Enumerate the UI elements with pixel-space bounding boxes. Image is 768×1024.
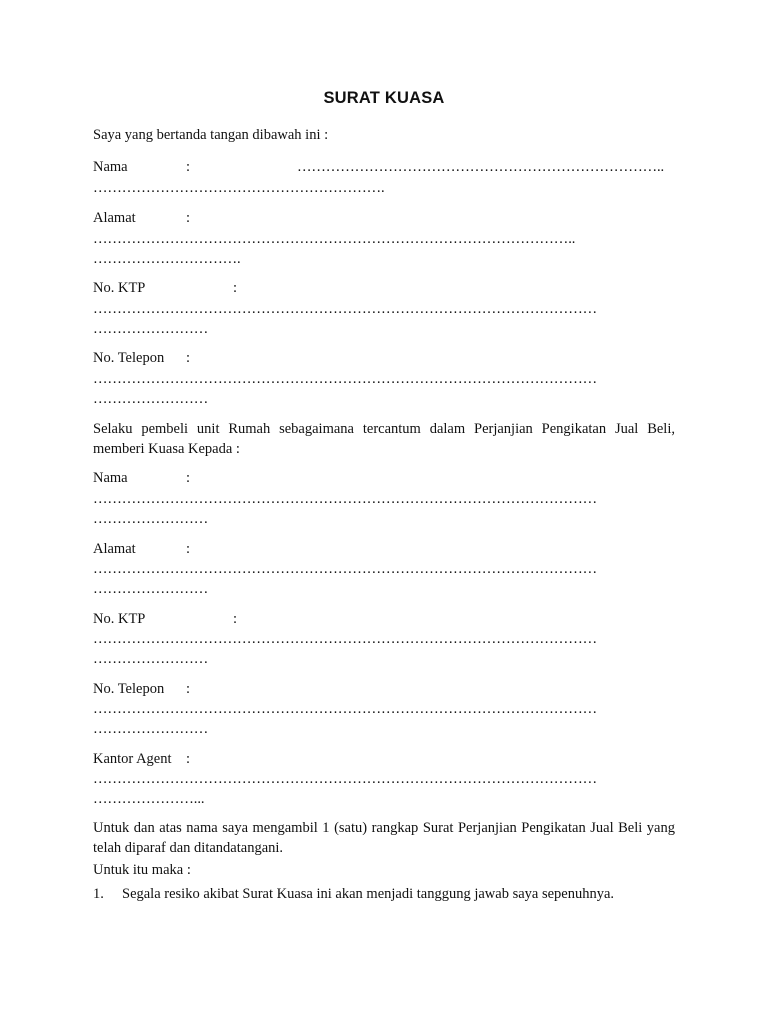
grantee-intro-paragraph: Selaku pembeli unit Rumah sebagaimana tercantum dalam Perjanjian Pengikatan Jual Beli, memberi Kuasa Kepada : <box>93 421 675 457</box>
grantee-address-dots-line2: …………………… <box>93 581 209 597</box>
grantee-name-dots-line1: …………………………………………………………………………………………… <box>93 491 598 507</box>
grantee-phone-label: No. Telepon <box>93 681 165 697</box>
grantor-name-dots-line1: ………………………………………………………………….. <box>297 159 665 175</box>
grantee-name-dots-line2: …………………… <box>93 511 209 527</box>
grantee-name-label: Nama <box>93 470 128 486</box>
grantor-ktp-colon: : <box>233 280 238 296</box>
grantor-phone-colon: : <box>186 350 191 366</box>
grantee-phone-dots-line2: …………………… <box>93 721 209 737</box>
purpose-paragraph: Untuk dan atas nama saya mengambil 1 (satu) rangkap Surat Perjanjian Pengikatan Jual Beli yang telah diparaf dan ditandatangani. <box>93 820 675 856</box>
grantee-ktp-label: No. KTP <box>93 611 146 627</box>
list-item-text: Segala resiko akibat Surat Kuasa ini akan menjadi tanggung jawab saya sepenuhnya. <box>122 886 615 902</box>
grantee-address-dots-line1: …………………………………………………………………………………………… <box>93 561 598 577</box>
grantor-address-dots-line1: ……………………………………………………………………………………….. <box>93 231 576 247</box>
document-title: SURAT KUASA <box>323 89 445 107</box>
grantor-address-colon: : <box>186 210 191 226</box>
grantor-phone-label: No. Telepon <box>93 350 165 366</box>
grantee-address-colon: : <box>186 541 191 557</box>
grantor-name-colon: : <box>186 159 191 175</box>
grantor-address-dots-line2: …………………………. <box>93 251 241 267</box>
grantor-phone-dots-line1: …………………………………………………………………………………………… <box>93 371 598 387</box>
grantee-phone-dots-line1: …………………………………………………………………………………………… <box>93 701 598 717</box>
grantor-ktp-label: No. KTP <box>93 280 146 296</box>
grantee-agent-office-dots-line1: …………………………………………………………………………………………… <box>93 771 598 787</box>
grantee-agent-office-colon: : <box>186 751 191 767</box>
therefore-text: Untuk itu maka : <box>93 862 191 878</box>
grantee-address-label: Alamat <box>93 541 136 557</box>
grantor-name-dots-line2: ……………………………………………………. <box>93 180 385 196</box>
grantee-name-colon: : <box>186 470 191 486</box>
grantee-ktp-dots-line1: …………………………………………………………………………………………… <box>93 631 598 647</box>
grantor-address-label: Alamat <box>93 210 136 226</box>
grantor-name-label: Nama <box>93 159 128 175</box>
grantor-ktp-dots-line1: …………………………………………………………………………………………… <box>93 301 598 317</box>
grantee-ktp-dots-line2: …………………… <box>93 651 209 667</box>
grantor-ktp-dots-line2: …………………… <box>93 321 209 337</box>
intro-text: Saya yang bertanda tangan dibawah ini : <box>93 127 329 143</box>
grantee-ktp-colon: : <box>233 611 238 627</box>
grantor-phone-dots-line2: …………………… <box>93 391 209 407</box>
grantee-phone-colon: : <box>186 681 191 697</box>
list-item-number: 1. <box>93 886 104 902</box>
grantee-agent-office-label: Kantor Agent <box>93 751 172 767</box>
grantee-agent-office-dots-line2: …………………... <box>93 791 205 807</box>
